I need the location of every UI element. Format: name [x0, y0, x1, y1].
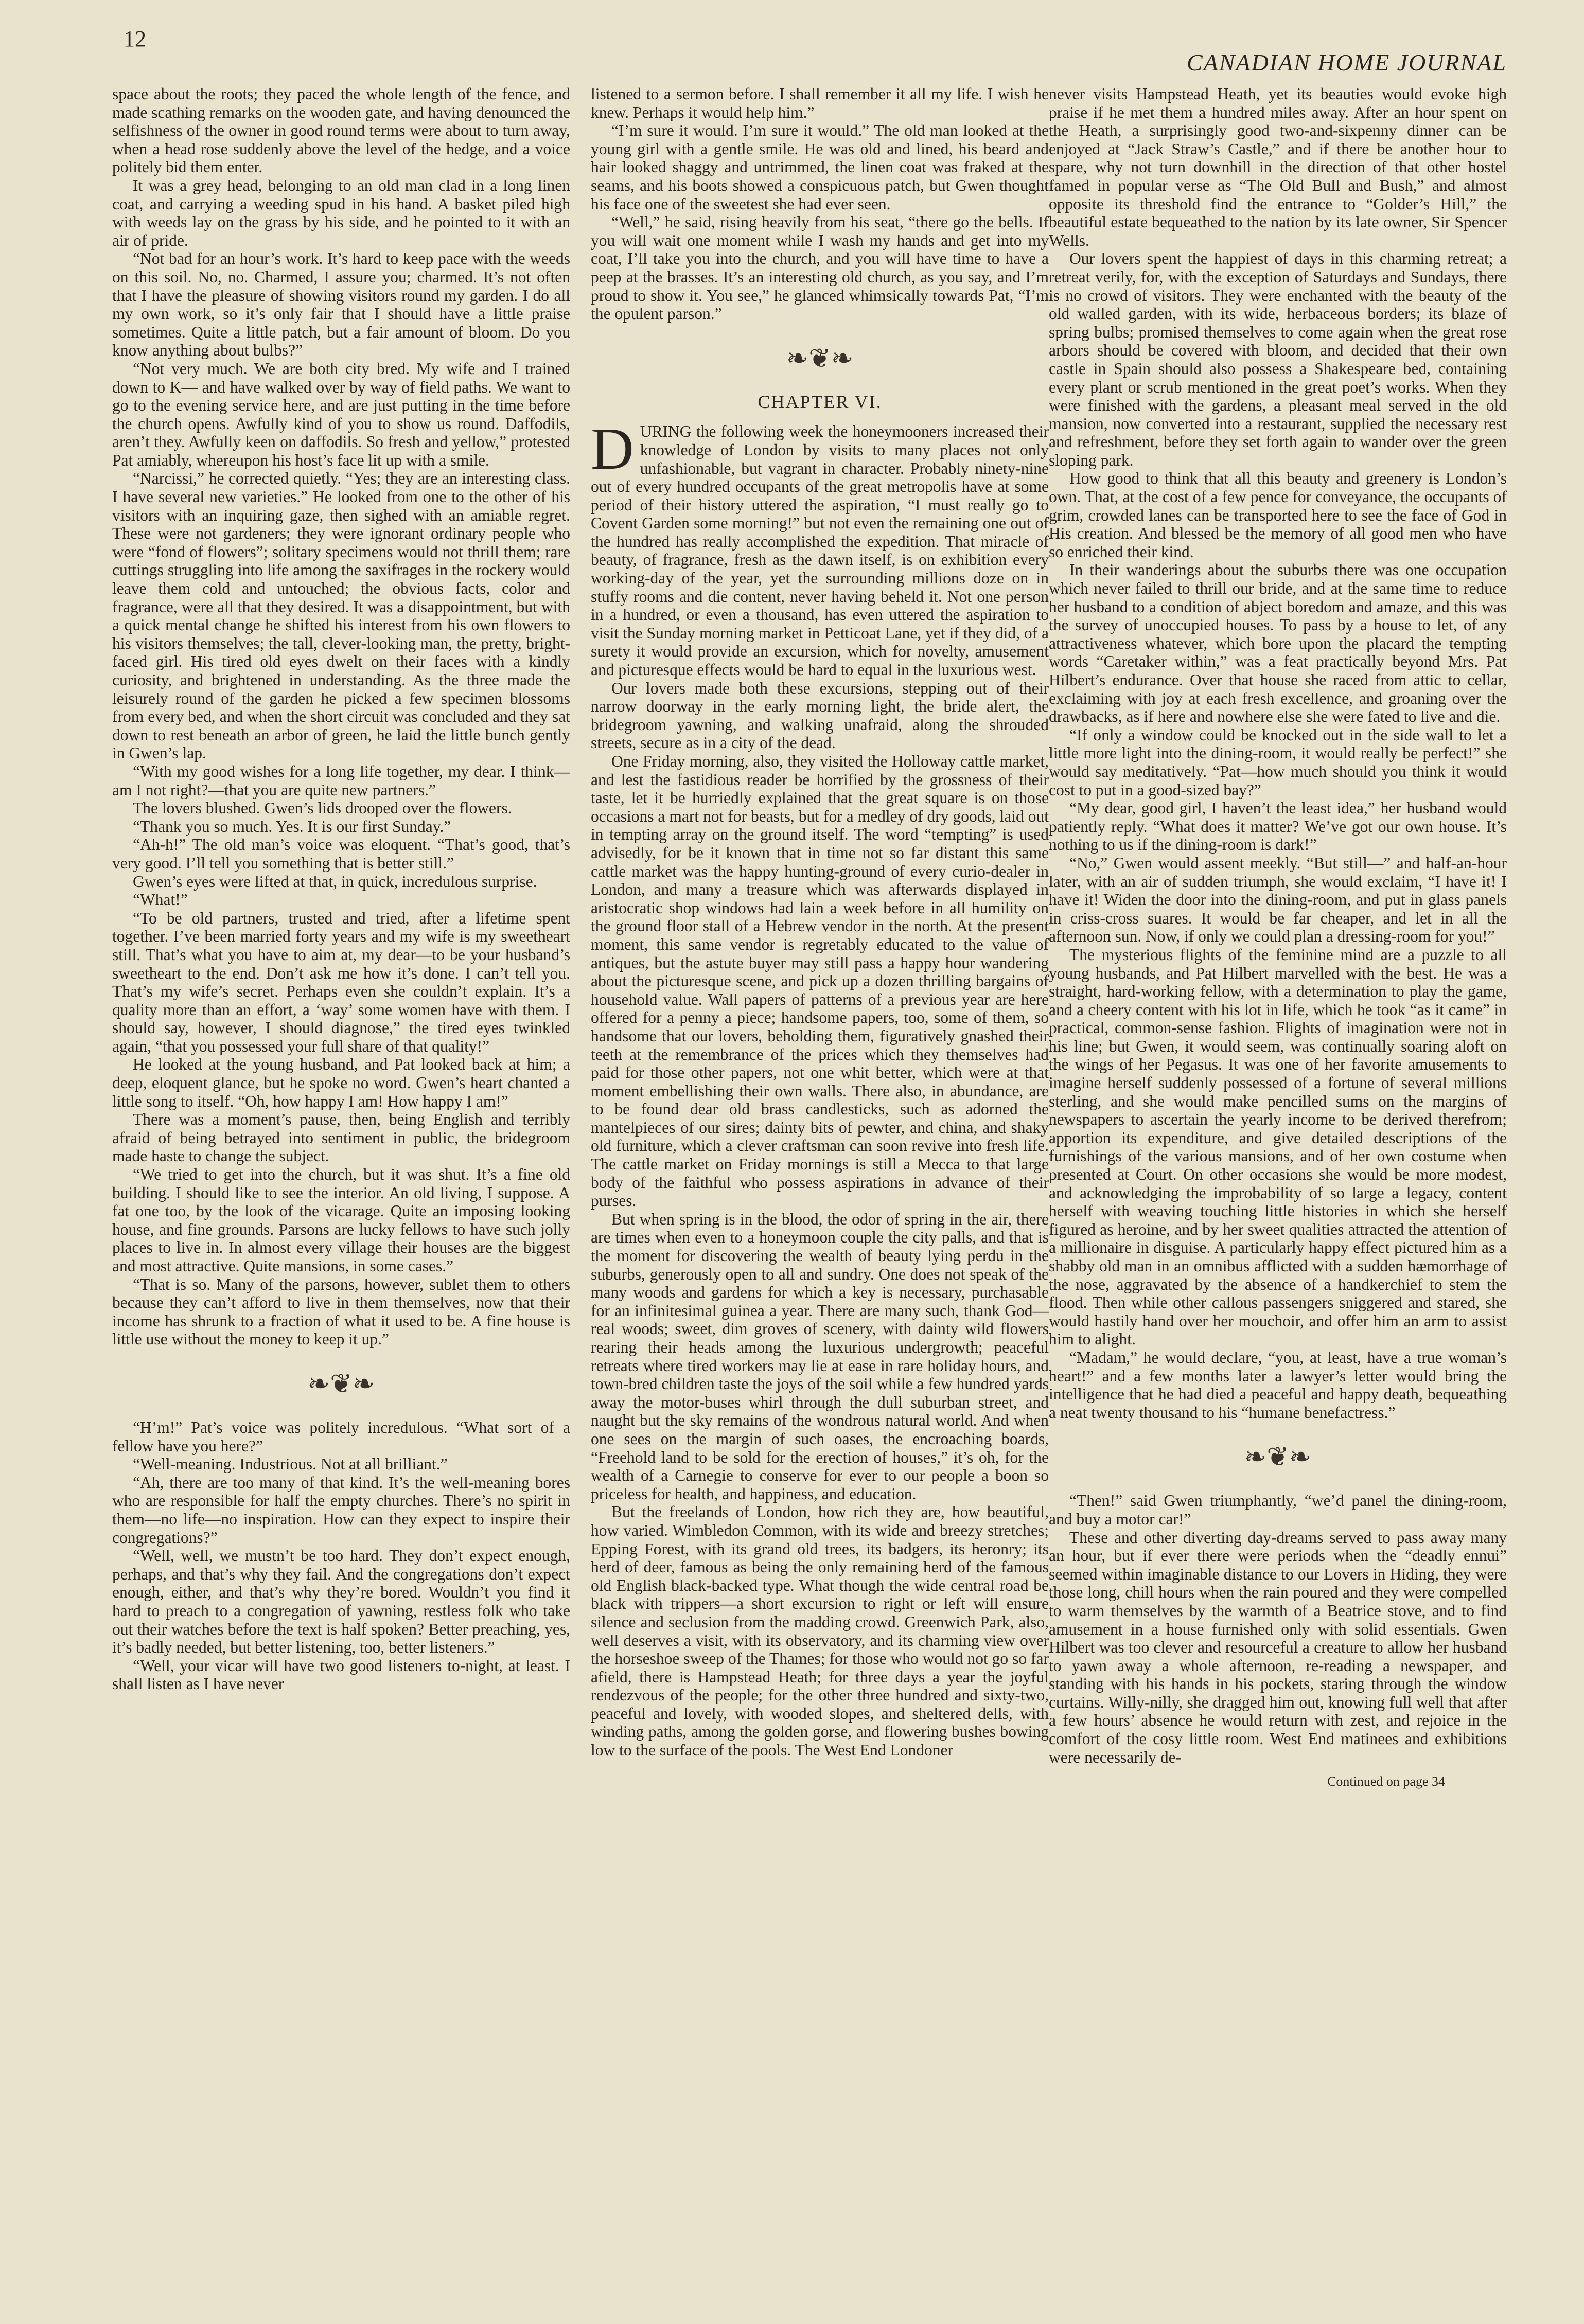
column-2 — [591, 85, 1049, 2297]
paragraph: In their wanderings about the suburbs there was one occupation which never failed to thrill our bride, and at the same time to reduce her husband to a condition of abject boredom and amaze, and this was the survey of unoccupied houses. To pass by a house to let, of any attractiveness whatever, which bore upon the placard the tempting words “Caretaker within,” was a feat practically beyond Mrs. Pat Hilbert’s endurance. Over that house she raced from attic to cellar, exclaiming with joy at each fresh excellence, and groaning over the drawbacks, as if here and nowhere else she were fated to live and die. — [1049, 561, 1507, 726]
section-ornament: ❧❦❧ — [1244, 1443, 1312, 1473]
paragraph: “My dear, good girl, I haven’t the least idea,” her husband would patiently reply. “What does it matter? We’ve got our own house. It’s nothing to us if the dining-room is dark!” — [1049, 799, 1507, 854]
paragraph: “Well, your vicar will have two good listeners to-night, at least. I shall listen as I have never — [112, 1656, 570, 1693]
section-ornament: ❧❦❧ — [786, 344, 854, 374]
paragraph: “That is so. Many of the parsons, however, sublet them to others because they can’t afford to live in them themselves, now that their income has shrunk to a fraction of what it used to be. A fine house is little use without the money to keep it up.” — [112, 1275, 570, 1349]
paragraph: The lovers blushed. Gwen’s lids drooped over the flowers. — [133, 799, 512, 818]
paragraph: “Ah-h!” The old man’s voice was eloquent. “That’s good, that’s very good. I’ll tell you something that is better still.” — [112, 836, 570, 872]
paragraph: “H’m!” Pat’s voice was politely incredulous. “What sort of a fellow have you here?” — [112, 1418, 570, 1455]
page-number: 12 — [124, 26, 146, 51]
paragraph: “What!” — [133, 891, 188, 909]
paragraph: “Well, well, we mustn’t be too hard. They don’t expect enough, perhaps, and that’s why they fail. And the congregations don’t expect enough, either, and that’s why they’re bored. Wouldn’t you find it hard to preach to a congregation of yawning, restless folk who take out their watches before the text is half spoken? Better preaching, yes, it’s badly needed, but better listening, too, better listeners.” — [112, 1547, 570, 1657]
paragraph: space about the roots; they paced the whole length of the fence, and made scathing remarks on the wooden gate, and having denounced the selfishness of the owner in good round terms were about to turn away, when a head rose suddenly above the level of the hedge, and a voice politely bid them enter. — [112, 85, 570, 176]
paragraph: “To be old partners, trusted and tried, after a lifetime spent together. I’ve been married forty years and my wife is my sweetheart still. That’s what you have to aim at, my dear—to be your husband’s sweetheart to the end. Don’t ask me how it’s done. I can’t tell you. That’s my wife’s secret. Perhaps even she couldn’t explain. It’s a quality more than an effort, a ‘way’ some women have with them. I should say, however, I should diagnose,” the tired eyes twinkled again, “that you possessed your full share of that quality!” — [112, 909, 570, 1055]
paragraph: It was a grey head, belonging to an old man clad in a long linen coat, and carrying a weeding spud in his hand. A basket piled high with weeds lay on the grass by his side, and he pointed to it with an air of pride. — [112, 176, 570, 250]
paragraph: How good to think that all this beauty and greenery is London’s own. That, at the cost of a few pence for conveyance, the occupants of grim, crowded lanes can be transported here to see the face of God in His creation. And blessed be the memory of all good men who have so enriched their kind. — [1049, 469, 1507, 561]
paragraph: The mysterious flights of the feminine mind are a puzzle to all young husbands, and Pat Hilbert marvelled with the best. He was a straight, hard-working fellow, with a determination to play the game, and a cheery content with his lot in life, which he took “as it came” in practical, common-sense fashion. Flights of imagination were not in his line; but Gwen, it would seem, was continually soaring aloft on the wings of her Pegasus. It was one of her favorite amusements to imagine herself suddenly possessed of a fortune of several millions sterling, and she would make pencilled sums on the margins of newspapers to ascertain the yearly income to be derived therefrom; apportion its expenditure, and give detailed descriptions of the furnishings of the various mansions, and of her own costume when presented at Court. On other occasions she would be more modest, and acknowledging the improbability of so large a legacy, content herself with weaving touching little histories in which she herself figured as heroine, and by her sweet qualities attracted the attention of a millionaire in disguise. A particularly happy effect pictured him as a shabby old man in an omnibus afflicted with a sudden hæmorrhage of the nose, aggravated by the absence of a handkerchief to stem the flood. Then while other callous passengers sniggered and stared, she would hastily hand over her mouchoir, and offer him an arm to assist him to alight. — [1049, 945, 1507, 1349]
paragraph: “Well,” he said, rising heavily from his seat, “there go the bells. If you will wait one moment while I wash my hands and get into my coat, I’ll take you into the church, and you will have time to have a peep at the brasses. It’s an interesting old church, as you say, and I’m proud to show it. You see,” he glanced whimsically towards Pat, “I’m the opulent parson.” — [591, 213, 1049, 323]
paragraph: “Ah, there are too many of that kind. It’s the well-meaning bores who are responsible for half the empty churches. There’s no spirit in them—no life—no inspiration. How can they expect to inspire their congregations?” — [112, 1473, 570, 1547]
paragraph: “Well-meaning. Industrious. Not at all brilliant.” — [133, 1455, 448, 1474]
paragraph: “Thank you so much. Yes. It is our first Sunday.” — [133, 817, 451, 836]
section-ornament: ❧❦❧ — [307, 1369, 375, 1399]
paragraph — [591, 416, 1049, 679]
paragraph: “Narcissi,” he corrected quietly. “Yes; they are an interesting class. I have several new varieties.” He looked from one to the other of his visitors with an inquiring gaze, then sighed with an amiable regret. These were not gardeners; they were ignorant ordinary people who were “fond of flowers”; solitary specimens would not thrill them; rare cuttings struggling into life among the saxifrages in the rockery would leave them cold and untouched; the obvious facts, color and fragrance, were all that they desired. It was a disappointment, but with a quick mental change he shifted his interest from his own flowers to his visitors themselves; the tall, clever-looking man, the pretty, bright-faced girl. His tired old eyes dwelt on their faces with a kindly curiosity, and brightened in understanding. As the three made the leisurely round of the garden he picked a few specimen blossoms from every bed, and when the short circuit was concluded and they sat down to rest beneath an arbor of green, he laid the little bunch gently in Gwen’s lap. — [112, 469, 570, 762]
paragraph: Our lovers made both these excursions, stepping out of their narrow doorway in the early morning light, the bride alert, the bridegroom yawning, and walking unafraid, along the shrouded streets, secure as in a city of the dead. — [591, 679, 1049, 752]
paragraph: never visits Hampstead Heath, yet its beauties would evoke high praise if he met them a hundred miles away. After an hour spent on the Heath, a surprisingly good two-and-sixpenny dinner can be enjoyed at “Jack Straw’s Castle,” and if there be another hour to spare, why not turn downhill in the direction of that other hostel famed in popular verse as “The Old Bull and Bush,” and almost opposite its threshold find the entrance to “Golder’s Hill,” the beautiful estate bequeathed to the nation by its late owner, Sir Spencer Wells. — [1049, 85, 1507, 250]
column-1 — [112, 85, 570, 2297]
continued-note: Continued on page 34 — [1327, 1774, 1445, 1789]
paragraph: Gwen’s eyes were lifted at that, in quick, incredulous surprise. — [133, 872, 537, 891]
column-3 — [1049, 85, 1507, 2297]
paragraph: “Madam,” he would declare, “you, at least, have a true woman’s heart!” and a few months later a lawyer’s letter would bring the intelligence that he had died a peaceful and happy death, bequeathing a neat twenty thousand to his “humane benefactress.” — [1049, 1348, 1507, 1422]
paragraph: But the freelands of London, how rich they are, how beautiful, how varied. Wimbledon Common, with its wide and breezy stretches; Epping Forest, with its grand old trees, its badgers, its heronry; its herd of deer, famous as being the only remaining herd of the famous old English black-backed type. What though the wide central road be black with trippers—a short excursion to right or left will ensure silence and seclusion from the madding crowd. Greenwich Park, also, well deserves a visit, with its observatory, and its charming view over the horseshoe sweep of the Thames; for those who would not go so far afield, there is Hampstead Heath; for three days a year the joyful rendezvous of the people; for the other three hundred and sixty-two, peaceful and lovely, with wooded slopes, and sheltered dells, with winding paths, among the golden gorse, and flowering bushes bowing low to the surface of the pools. The West End Londoner — [591, 1503, 1049, 1760]
paragraph: There was a moment’s pause, then, being English and terribly afraid of being betrayed into sentiment in public, the bridegroom made haste to change the subject. — [112, 1110, 570, 1165]
paragraph: “If only a window could be knocked out in the side wall to let a little more light into the dining-room, it would really be perfect!” she would say meditatively. “Pat—how much should you think it would cost to put in a good-sized bay?” — [1049, 725, 1507, 799]
journal-title: CANADIAN HOME JOURNAL — [1186, 49, 1507, 76]
paragraph-text: URING the following week the honeymooners increased their knowledge of London by visits to many places not only unfashionable, but vagrant in character. Probably ninety-nine out of every hundred occupants of the great metropolis have at some period of their history uttered the aspiration, “I must really go to Covent Garden some morning!” but not even the remaining one out of the hundred has really accomplished the expedition. That miracle of beauty, of fragrance, fresh as the dawn itself, is on exhibition every working-day of the year, yet the surrounding millions doze on in stuffy rooms and die content, never having beheld it. Not one person in a hundred, or even a thousand, has even uttered the aspiration to visit the Sunday morning market in Petticoat Lane, yet if they did, of a surety it would provide an excursion, which for novelty, amusement and picturesque effects would be hard to equal in the luxurious west. — [591, 422, 1049, 679]
paragraph: He looked at the young husband, and Pat looked back at him; a deep, eloquent glance, but he spoke no word. Gwen’s heart chanted a little song to itself. “Oh, how happy I am! How happy I am!” — [112, 1055, 570, 1110]
paragraph: “Then!” said Gwen triumphantly, “we’d panel the dining-room, and buy a motor car!” — [1049, 1492, 1507, 1528]
chapter-title: CHAPTER VI. — [758, 391, 882, 412]
paragraph: listened to a sermon before. I shall remember it all my life. I wish he knew. Perhaps it would help him.” — [591, 85, 1049, 121]
paragraph: “With my good wishes for a long life together, my dear. I think—am I not right?—that you are quite new partners.” — [112, 762, 570, 799]
paragraph: Our lovers spent the happiest of days in this charming retreat; a retreat verily, for, with the exception of Saturdays and Sundays, there is no crowd of visitors. They were enchanted with the beauty of the old walled garden, with its wide, herbaceous borders; its blaze of spring bulbs; promised themselves to come again when the great rose arbors should be covered with bloom, and decided that their own castle in Spain should also possess a Shakespeare bed, containing every plant or scrub mentioned in the great poet’s works. When they were finished with the gardens, a pleasant meal served in the old mansion, now converted into a restaurant, supplied the necessary rest and refreshment, before they set forth again to wander over the green sloping park. — [1049, 250, 1507, 469]
paragraph: These and other diverting day-dreams served to pass away many an hour, but if ever there were periods when the “deadly ennui” seemed within imaginable distance to our Lovers in Hiding, they were those long, chill hours when the rain poured and they were compelled to warm themselves by the warmth of a Beatrice stove, and to find amusement in a house furnished only with solid essentials. Gwen Hilbert was too clever and resourceful a creature to allow her husband to yawn away a whole afternoon, re-reading a newspaper, and standing with his hands in his pockets, staring through the window curtains. Willy-nilly, she dragged him out, knowing full well that after a few hours’ absence he would return with zest, and rejoice in the comfort of the cosy little room. West End matinees and exhibitions were necessarily de- — [1049, 1528, 1507, 1766]
paragraph: “Not bad for an hour’s work. It’s hard to keep pace with the weeds on this soil. No, no. Charmed, I assure you; charmed. It’s not often that I have the pleasure of showing visitors round my garden. I do all my own work, so it’s only fair that I should have a little praise sometimes. Quite a little patch, but a fair amount of bloom. Do you know anything about bulbs?” — [112, 250, 570, 360]
paragraph: “We tried to get into the church, but it was shut. It’s a fine old building. I should like to see the interior. An old living, I suppose. A fat one too, by the look of the vicarage. Quite an imposing looking house, and fine grounds. Parsons are lucky fellows to have such jolly places to live in. In almost every village their houses are the biggest and most attractive. Quite mansions, in some cases.” — [112, 1165, 570, 1275]
paragraph: “Not very much. We are both city bred. My wife and I trained down to K— and have walked over by way of field paths. We want to go to the evening service here, and are just putting in the time before the church opens. Awfully kind of you to show us round. Daffodils, aren’t they. Awfully keen on daffodils. So fresh and yellow,” protested Pat amiably, whereupon his host’s face lit up with a smile. — [112, 359, 570, 469]
paragraph: But when spring is in the blood, the odor of spring in the air, there are times when even to a honeymoon couple the city palls, and that is the moment for discovering the wealth of beauty lying perdu in the suburbs, generously open to all and sundry. One does not speak of the many woods and gardens for which a key is necessary, purchasable for an infinitesimal guinea a year. There are many such, thank God—real woods; sweet, dim groves of scenery, with dainty wild flowers rearing their heads among the luxurious undergrowth; peaceful retreats where tired workers may lie at ease in rare holiday hours, and town-bred children taste the joys of the soil while a few hundred yards away the motor-buses whirl through the dull suburban street, and naught but the sky remains of the wondrous natural world. And when one sees on the margin of such oases, the encroaching boards, “Freehold land to be sold for the erection of houses,” it’s oh, for the wealth of a Carnegie to conserve for ever to our people a boon so priceless for health, and happiness, and education. — [591, 1210, 1049, 1503]
paragraph: “No,” Gwen would assent meekly. “But still—” and half-an-hour later, with an air of sudden triumph, she would exclaim, “I have it! I have it! Widen the door into the dining-room, and put in glass panels in criss-cross suares. It would be far cheaper, and let in all the afternoon sun. Now, if only we could plan a dressing-room for you!” — [1049, 854, 1507, 946]
paragraph: One Friday morning, also, they visited the Holloway cattle market, and lest the fastidious reader be horrified by the grossness of their taste, let it be hurriedly explained that the great square is on those occasions a mart not for beasts, but for a medley of dry goods, laid out in tempting array on the ground itself. The word “tempting” is used advisedly, for be it known that in time not so far distant this same cattle market was the happy hunting-ground of every curio-dealer in London, and many a treasure which was afterwards displayed in aristocratic shop windows had lain a week before in all humility on the ground floor stall of a Hebrew vendor in the north. At the present moment, this same vendor is regretably educated to the value of antiques, but the astute buyer may still pass a happy hour wandering about the picturesque scene, and pick up a dozen thrilling bargains of household value. Wall papers of patterns of a previous year are here offered for a penny a piece; handsome papers, too, some of them, so handsome that our lovers, beholding them, figuratively gnashed their teeth at the remembrance of the prices which they themselves had paid for those other papers, not one whit better, which were at that moment embellishing their own walls. There also, in abundance, are to be found dear old brass candlesticks, such as adorned the mantelpieces of our sires; dainty bits of pewter, and china, and shaky old furniture, which a clever craftsman can soon revive into fresh life. The cattle market on Friday mornings is still a Mecca to that large body of the faithful who possess aspirations in advance of their purses. — [591, 752, 1049, 1210]
paragraph: “I’m sure it would. I’m sure it would.” The old man looked at the young girl with a gentle smile. He was old and lined, his beard and hair looked shaggy and untrimmed, the linen coat was fraked at the seams, and his boots showed a conspicuous patch, but Gwen thought his face one of the sweetest she had ever seen. — [591, 121, 1049, 213]
drop-cap: D — [591, 416, 634, 483]
